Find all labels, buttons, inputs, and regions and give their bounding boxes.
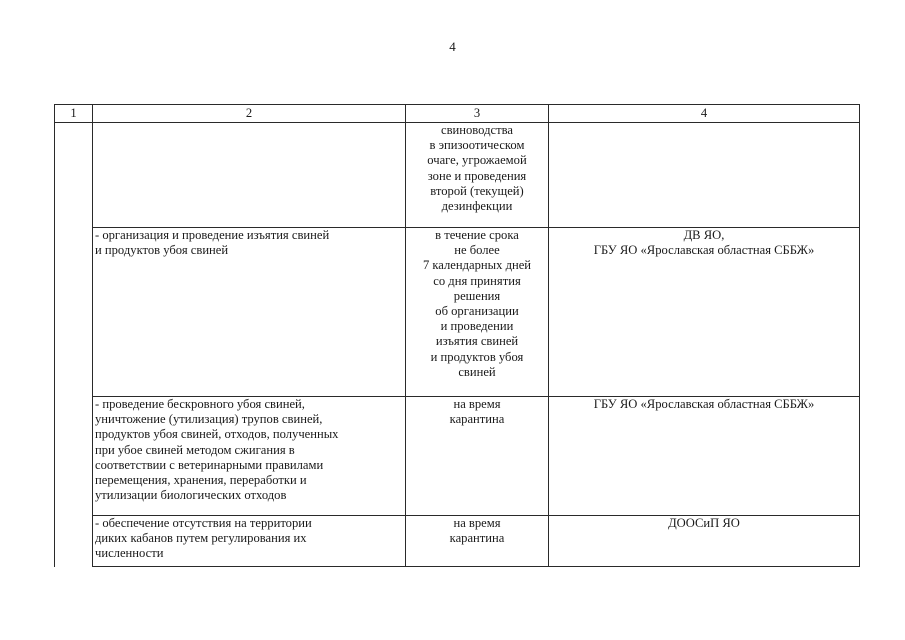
term-line: свиней — [458, 364, 496, 379]
responsible-cell — [549, 397, 860, 516]
responsible-cell — [549, 123, 860, 228]
term-line: карантина — [449, 531, 505, 546]
responsible-cell — [549, 516, 860, 567]
term-cell — [406, 123, 549, 228]
measure-line: и продуктов убоя свиней — [95, 243, 229, 258]
term-line: карантина — [449, 412, 505, 427]
responsible-line: ДВ ЯО, — [683, 228, 725, 242]
term-line: свиноводства — [441, 123, 513, 137]
measure-line: перемещения, хранения, переработки и — [95, 473, 307, 488]
term-line: и продуктов убоя — [430, 349, 524, 364]
measure-line: утилизации биологических отходов — [95, 488, 287, 503]
term-line: дезинфекции — [441, 199, 513, 214]
term-line: 7 календарных дней — [422, 258, 532, 273]
term-line: изъятия свиней — [435, 334, 519, 349]
term-line: не более — [454, 243, 500, 258]
term-line: решения — [453, 288, 501, 303]
table-row — [55, 123, 860, 228]
measure-line: - проведение бескровного убоя свиней, — [95, 397, 305, 411]
responsible-line: ГБУ ЯО «Ярославская областная СББЖ» — [593, 243, 815, 258]
measure-line: - организация и проведение изъятия свиней — [95, 228, 330, 242]
header-col-1: 1 — [55, 105, 93, 123]
term-line: на время — [453, 516, 501, 530]
header-col-4: 4 — [549, 105, 860, 123]
measure-cell — [93, 516, 406, 567]
measure-cell — [93, 123, 406, 228]
term-line: на время — [453, 397, 501, 411]
term-line: об организации — [435, 304, 519, 319]
header-col-3: 3 — [406, 105, 549, 123]
term-line: зоне и проведения — [427, 168, 527, 183]
term-cell — [406, 397, 549, 516]
measure-line: соответствии с ветеринарными правилами — [95, 457, 324, 472]
responsible-line: ДООСиП ЯО — [668, 516, 740, 530]
term-cell — [406, 228, 549, 397]
measure-cell — [93, 228, 406, 397]
measure-line: - обеспечение отсутствия на территории — [95, 516, 312, 530]
header-col-2: 2 — [93, 105, 406, 123]
table-row — [55, 516, 860, 567]
measure-line: при убое свиней методом сжигания в — [95, 442, 295, 457]
responsible-line: ГБУ ЯО «Ярославская областная СББЖ» — [593, 397, 815, 411]
measure-line: диких кабанов путем регулирования их — [95, 531, 307, 546]
table-header-row — [55, 105, 860, 123]
measure-line: численности — [95, 546, 164, 561]
table-row — [55, 228, 860, 397]
measure-line: уничтожение (утилизация) трупов свиней, — [95, 412, 323, 427]
table-row — [55, 397, 860, 516]
page-number: 4 — [449, 39, 456, 54]
term-cell — [406, 516, 549, 567]
responsible-cell — [549, 228, 860, 397]
term-line: второй (текущей) — [430, 183, 524, 198]
term-line: очаге, угрожаемой — [427, 153, 527, 168]
term-line: в течение срока — [435, 228, 519, 242]
measures-table — [54, 104, 860, 567]
measure-line: продуктов убоя свиней, отходов, полученных — [95, 427, 339, 442]
term-line: со дня принятия — [433, 273, 521, 288]
measure-cell — [93, 397, 406, 516]
term-line: и проведении — [440, 319, 514, 334]
row-number-cell — [55, 123, 93, 567]
term-line: в эпизоотическом — [429, 138, 525, 153]
